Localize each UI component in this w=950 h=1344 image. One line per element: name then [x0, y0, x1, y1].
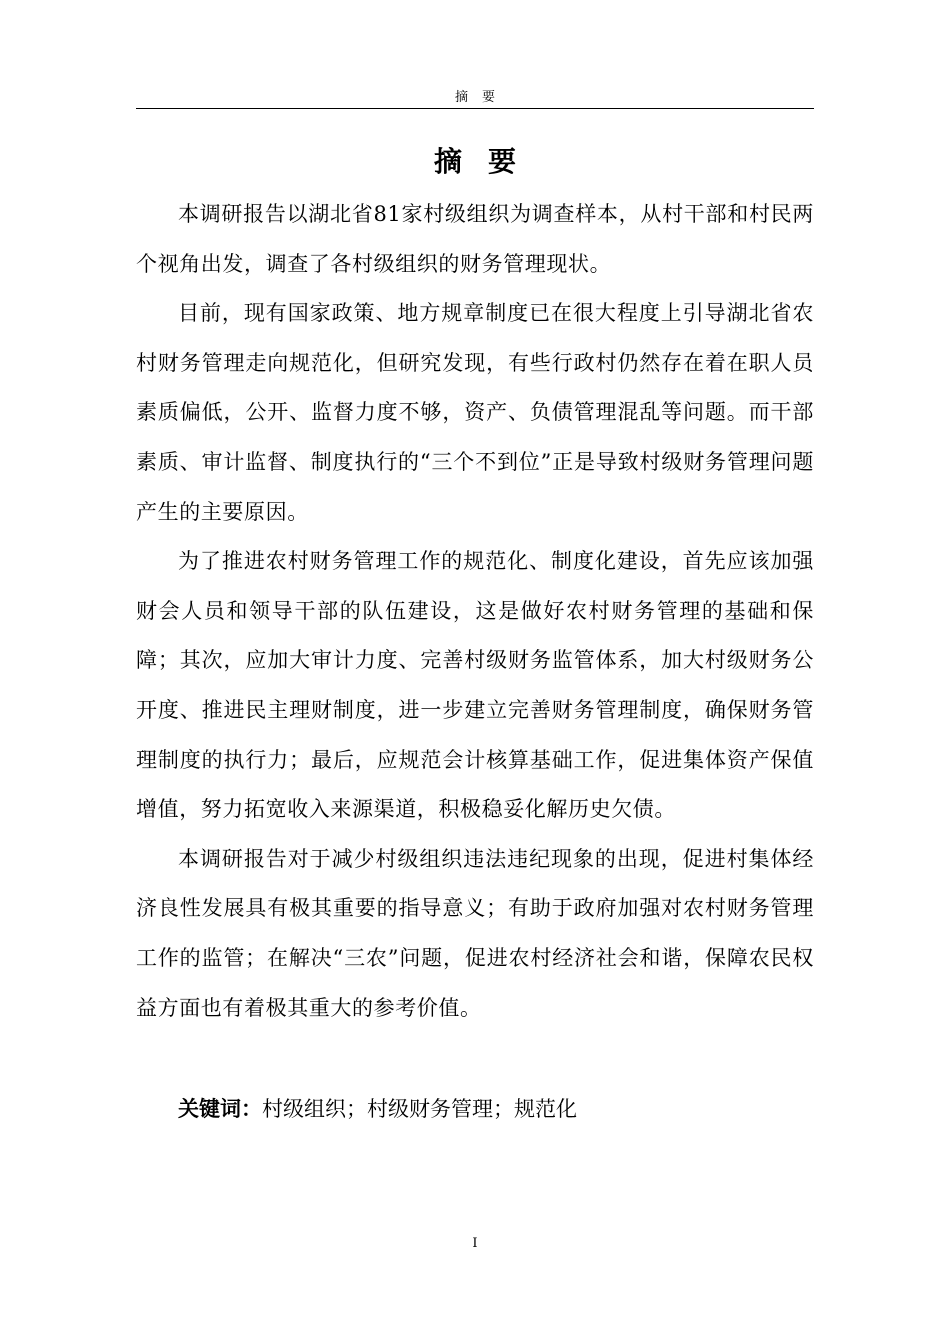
abstract-paragraph-4: 本调研报告对于减少村级组织违法违纪现象的出现，促进村集体经济良性发展具有极其重要的指导意义；有助于政府加强对农村财务管理工作的监管；在解决“三农”问题，促进农村经济社会和谐，保障农民权益方面也有着极其重大的参考价值。	[136, 846, 814, 1020]
keywords-line	[178, 1093, 818, 1125]
abstract-paragraph-3: 为了推进农村财务管理工作的规范化、制度化建设，首先应该加强财会人员和领导干部的队伍建设，这是做好农村财务管理的基础和保障；其次，应加大审计力度、完善村级财务监管体系，加大村级财务公开度、推进民主理财制度，进一步建立完善财务管理制度，确保财务管理制度的执行力；最后，应规范会计核算基础工作，促进集体资产保值增值，努力拓宽收入来源渠道，积极稳妥化解历史欠债。	[136, 549, 814, 822]
keywords-label: 关键词：	[178, 1097, 262, 1121]
abstract-body	[136, 190, 814, 1033]
abstract-paragraph-1: 本调研报告以湖北省81家村级组织为调查样本，从村干部和村民两个视角出发，调查了各村级组织的财务管理现状。	[136, 202, 814, 276]
page-number: I	[472, 1236, 478, 1251]
running-header: 摘要	[454, 90, 509, 105]
keywords-text: 村级组织；村级财务管理；规范化	[262, 1097, 577, 1121]
abstract-paragraph-2: 目前，现有国家政策、地方规章制度已在很大程度上引导湖北省农村财务管理走向规范化，但研究发现，有些行政村仍然存在着在职人员素质偏低，公开、监督力度不够，资产、负债管理混乱等问题。而干部素质、审计监督、制度执行的“三个不到位”正是导致村级财务管理问题产生的主要原因。	[136, 301, 814, 524]
page-title: 摘要	[433, 145, 542, 178]
header-rule	[136, 108, 814, 109]
